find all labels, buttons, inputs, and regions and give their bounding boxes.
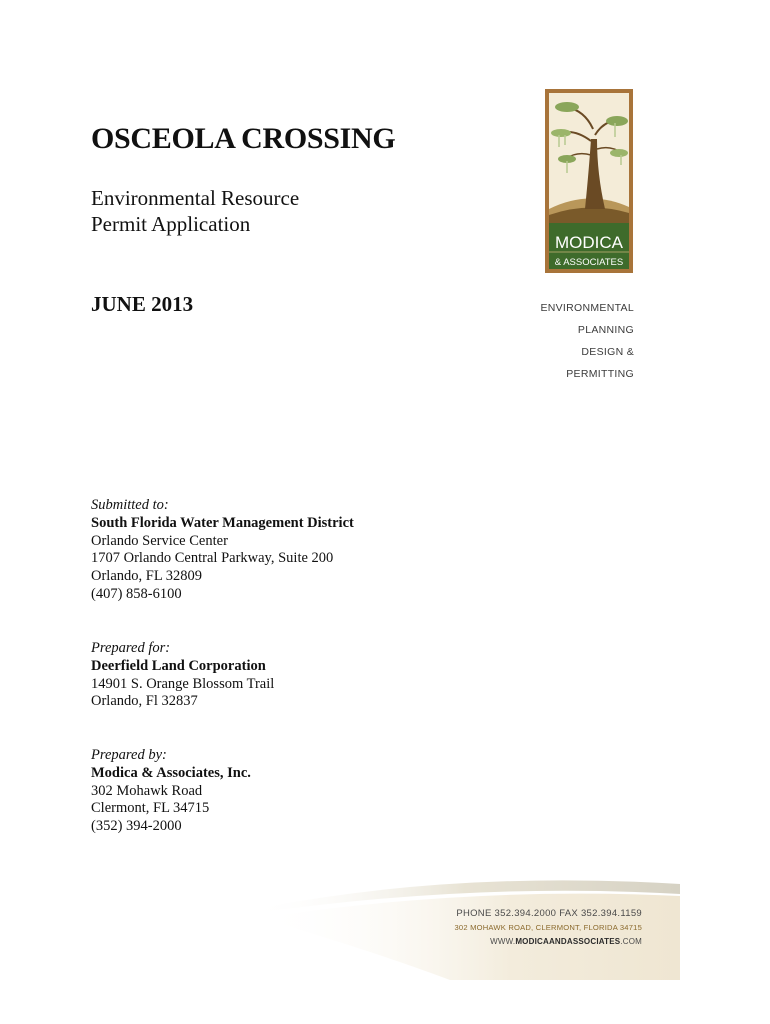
web-name: MODICAANDASSOCIATES xyxy=(515,937,621,946)
submitted-to-heading: Submitted to: xyxy=(91,497,169,513)
document-title: OSCEOLA CROSSING xyxy=(91,122,396,155)
web-prefix: WWW. xyxy=(490,937,516,946)
address-line: Orlando, FL 32809 xyxy=(91,568,203,585)
document-subtitle xyxy=(91,185,299,237)
prepared-by-org: Modica & Associates, Inc. xyxy=(91,764,251,781)
footer-address: 302 MOHAWK ROAD, CLERMONT, FLORIDA 34715 xyxy=(454,923,642,932)
address-line: 14901 S. Orange Blossom Trail xyxy=(91,675,275,692)
address-line: Clermont, FL 34715 xyxy=(91,800,210,817)
prepared-for-org: Deerfield Land Corporation xyxy=(91,657,266,674)
prepared-for-heading: Prepared for: xyxy=(91,640,171,656)
modica-logo xyxy=(545,89,633,273)
phone-line: (352) 394-2000 xyxy=(91,818,182,835)
web-suffix: .COM xyxy=(620,937,642,946)
subtitle-line-1: Environmental Resource xyxy=(91,186,300,210)
services-list xyxy=(500,297,634,385)
address-line: 1707 Orlando Central Parkway, Suite 200 xyxy=(91,550,334,567)
service-item: PLANNING xyxy=(577,324,634,336)
footer-phone-fax: PHONE 352.394.2000 FAX 352.394.1159 xyxy=(456,908,642,919)
service-item: ENVIRONMENTAL xyxy=(540,302,634,314)
prepared-by-block xyxy=(91,747,251,836)
submitted-to-block xyxy=(91,497,354,604)
address-line: 302 Mohawk Road xyxy=(91,782,203,799)
logo-tagline: & ASSOCIATES xyxy=(554,257,624,268)
footer-contact xyxy=(430,906,642,949)
service-item: DESIGN & xyxy=(581,346,634,358)
phone-line: (407) 858-6100 xyxy=(91,585,182,602)
document-date: JUNE 2013 xyxy=(91,292,194,316)
footer-website xyxy=(430,935,642,949)
prepared-by-heading: Prepared by: xyxy=(91,747,167,763)
service-item: PERMITTING xyxy=(566,368,634,380)
subtitle-line-2: Permit Application xyxy=(91,212,251,236)
logo-name: MODICA xyxy=(555,233,623,252)
address-line: Orlando, Fl 32837 xyxy=(91,693,198,710)
prepared-for-block xyxy=(91,640,274,711)
address-line: Orlando Service Center xyxy=(91,532,228,549)
submitted-to-org: South Florida Water Management District xyxy=(91,514,354,531)
